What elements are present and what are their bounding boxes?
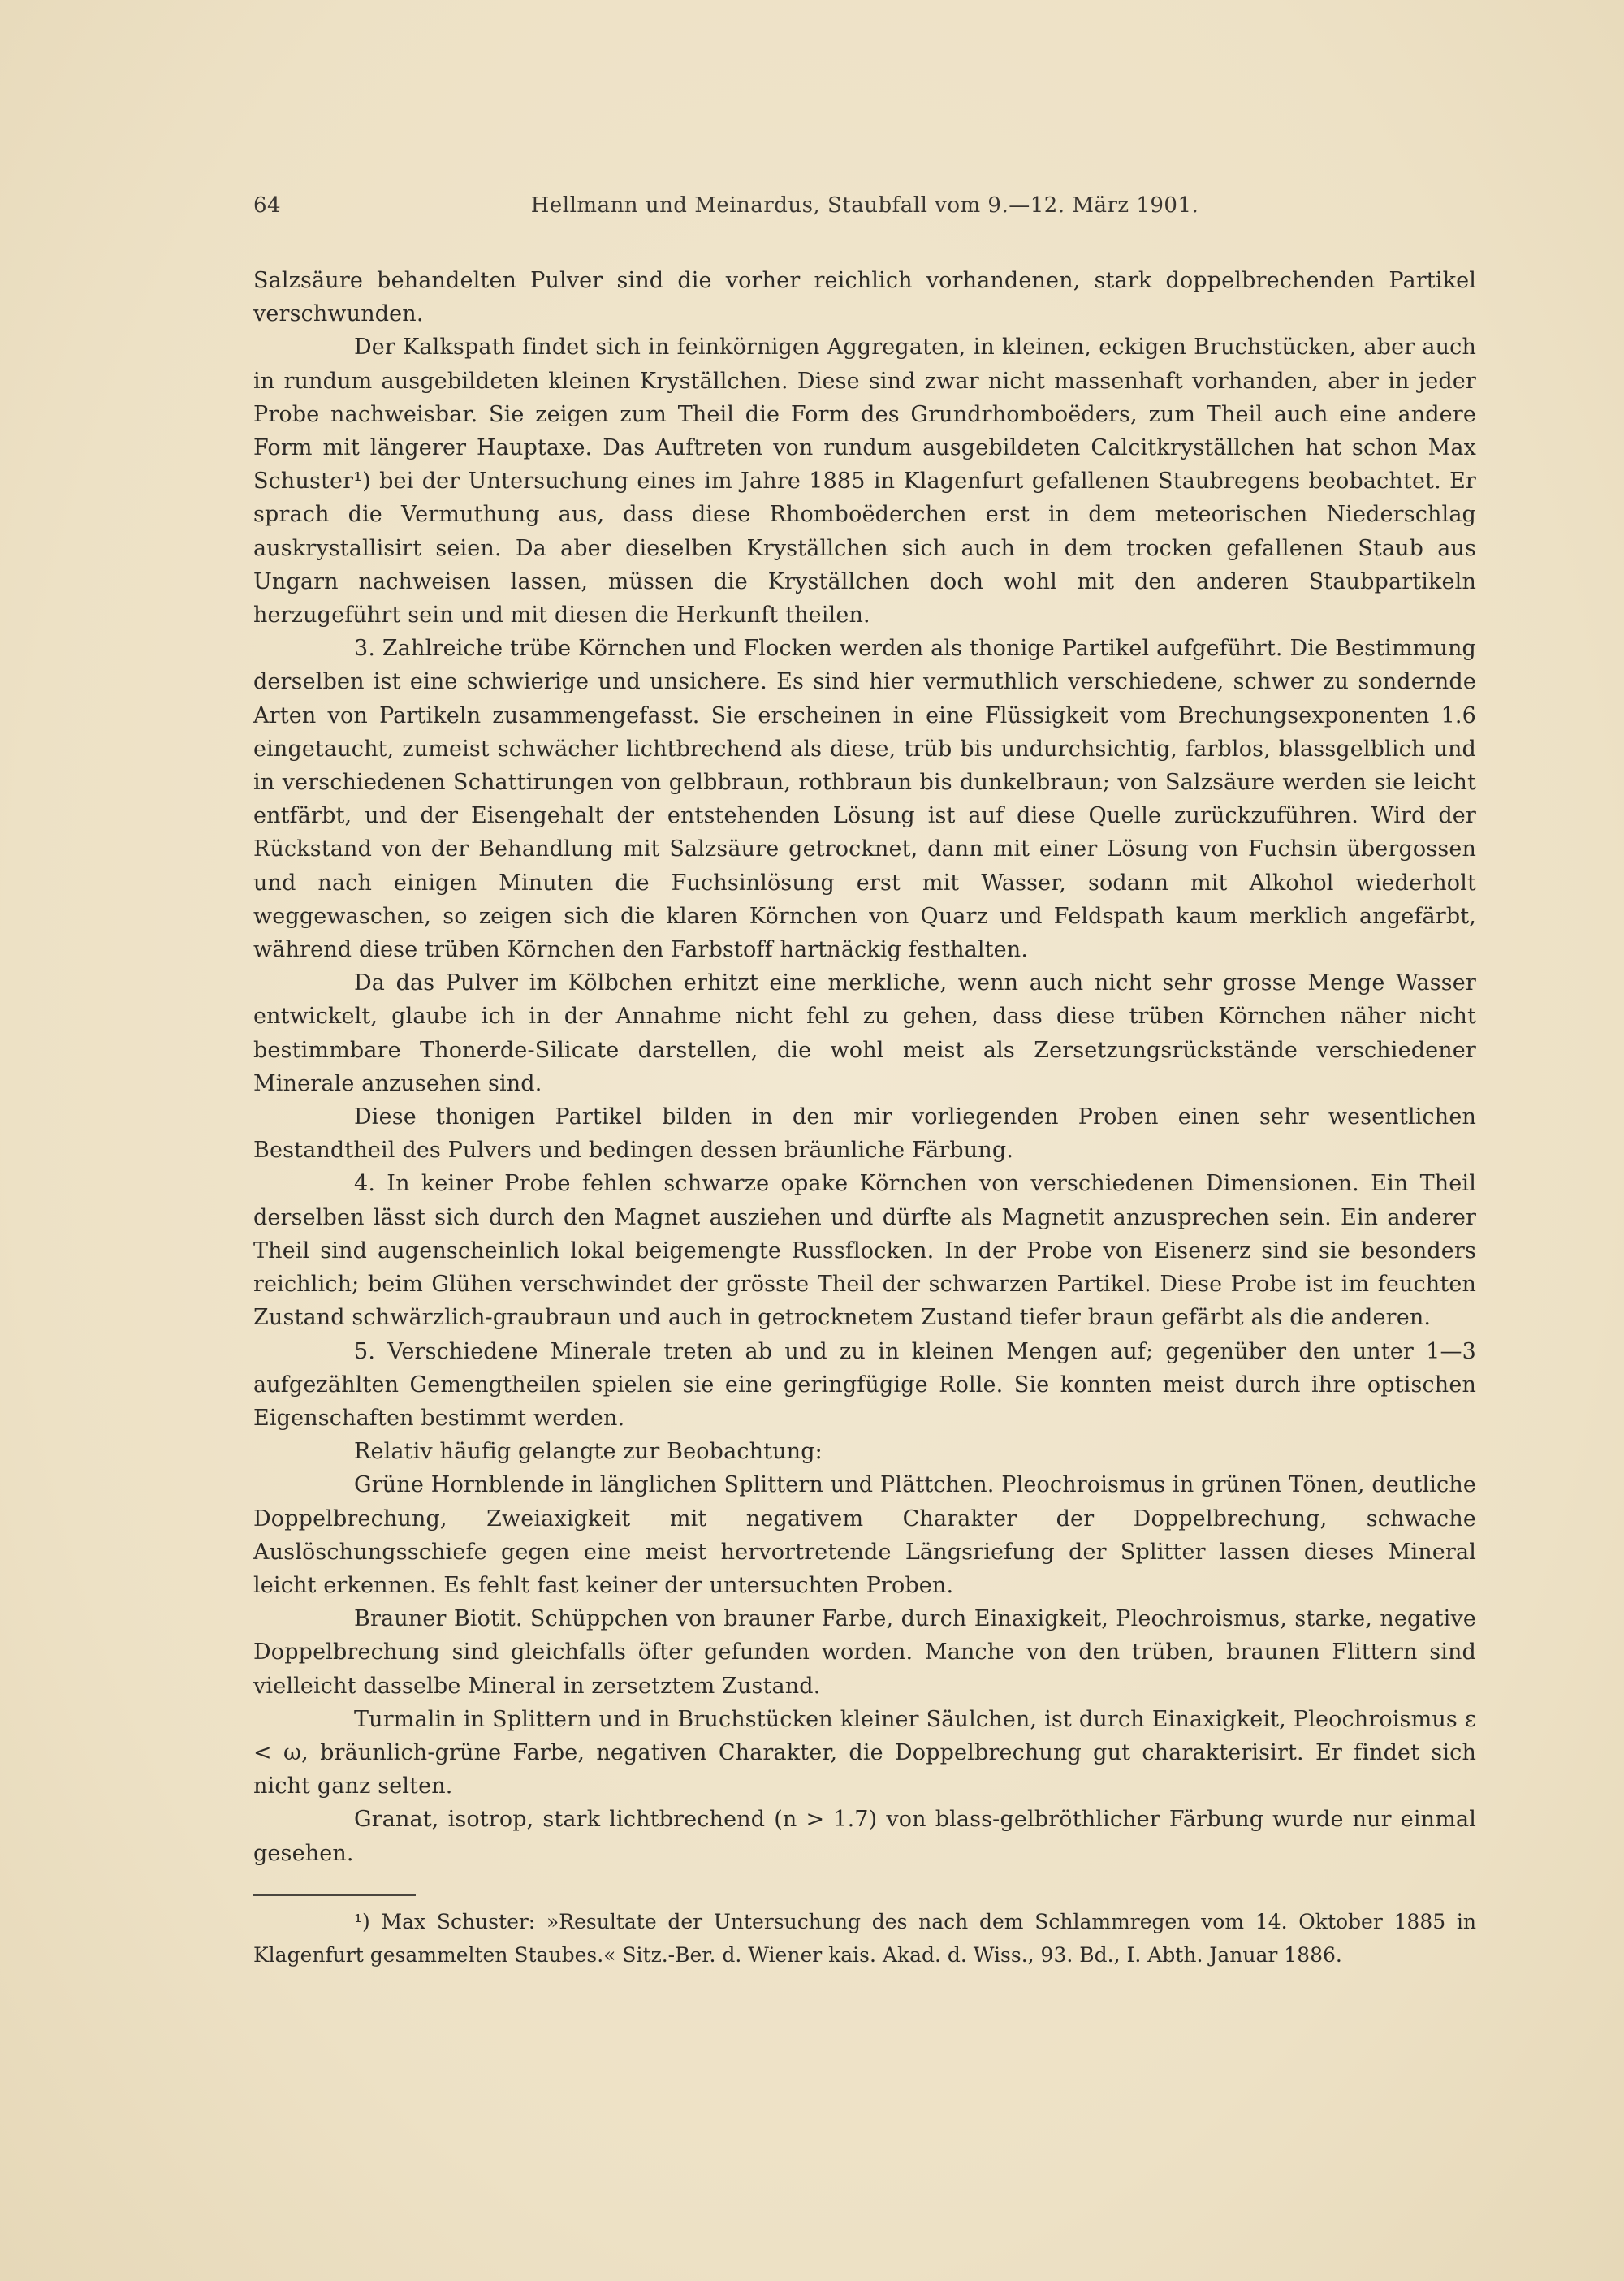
paragraph: Diese thonigen Partikel bilden in den mir vorliegenden Proben einen sehr wesentlichen Bestandtheil des Pulvers und bedingen dessen bräunliche Färbung. [253, 1104, 1476, 1164]
paragraph: Granat, isotrop, stark lichtbrechend (n > 1.7) von blass-gelbröthlicher Färbung wurde nur einmal gesehen. [253, 1807, 1476, 1866]
paragraph: Da das Pulver im Kölbchen erhitzt eine merkliche, wenn auch nicht sehr grosse Menge Wasser entwickelt, glaube ich in der Annahme nicht fehl zu gehen, dass diese trüben Körnchen näher nicht bestimmbare Thonerde-Silicate darstellen, die wohl meist als Zersetzungsrückstände verschiedener Minerale anzusehen sind. [253, 970, 1476, 1096]
paragraph: 5. Verschiedene Minerale treten ab und zu in kleinen Mengen auf; gegenüber den unter 1—3 aufgezählten Gemengtheilen spielen sie eine geringfügige Rolle. Sie konnten meist durch ihre optischen Eigenschaften bestimmt werden. [253, 1338, 1476, 1431]
paragraph: Brauner Biotit. Schüppchen von brauner Farbe, durch Einaxigkeit, Pleochroismus, starke, negative Doppelbrechung sind gleichfalls öfter gefunden worden. Manche von den trüben, braunen Flittern sind vielleicht dasselbe Mineral in zersetztem Zustand. [253, 1606, 1476, 1699]
paragraph: Turmalin in Splittern und in Bruchstücken kleiner Säulchen, ist durch Einaxigkeit, Pleochroismus ε < ω, bräunlich-grüne Farbe, negativen Charakter, die Doppelbrechung gut charakterisirt. Er findet sich nicht ganz selten. [253, 1706, 1476, 1799]
paragraph: Salzsäure behandelten Pulver sind die vorher reichlich vorhandenen, stark doppelbrechenden Partikel verschwunden. [253, 268, 1476, 327]
footnote-text: ¹) Max Schuster: »Resultate der Untersuchung des nach dem Schlammregen vom 14. Oktober 1885 in Klagenfurt gesammelten Staubes.« Sitz.-Ber. d. Wiener kais. Akad. d. Wiss., 93. Bd., I. Abth. Januar 1886. [253, 1910, 1476, 1967]
paragraph: 4. In keiner Probe fehlen schwarze opake Körnchen von verschiedenen Dimensionen. Ein Theil derselben lässt sich durch den Magnet ausziehen und dürfte als Magnetit anzusprechen sein. Ein anderer Theil sind augenscheinlich lokal beigemengte Russflocken. In der Probe von Eisenerz sind sie besonders reichlich; beim Glühen verschwindet der grösste Theil der schwarzen Partikel. Diese Probe ist im feuchten Zustand schwärzlich-graubraun und auch in getrocknetem Zustand tiefer braun gefärbt als die anderen. [253, 1171, 1476, 1331]
page-header [253, 193, 1476, 226]
body-text [253, 264, 1476, 1870]
running-head: Hellmann und Meinardus, Staubfall vom 9.—12. März 1901. [530, 193, 1199, 218]
paragraph: Der Kalkspath findet sich in feinkörnigen Aggregaten, in kleinen, eckigen Bruchstücken, aber auch in rundum ausgebildeten kleinen Kryställchen. Diese sind zwar nicht massenhaft vorhanden, aber in jeder Probe nachweisbar. Sie zeigen zum Theil die Form des Grundrhomboëders, zum Theil auch eine andere Form mit längerer Hauptaxe. Das Auftreten von rundum ausgebildeten Calcitkryställchen hat schon Max Schuster¹) bei der Untersuchung eines im Jahre 1885 in Klagenfurt gefallenen Staubregens beobachtet. Er sprach die Vermuthung aus, dass diese Rhomboëderchen erst in dem meteorischen Niederschlag auskrystallisirt seien. Da aber dieselben Kryställchen sich auch in dem trocken gefallenen Staub aus Ungarn nachweisen lassen, müssen die Kryställchen doch wohl mit den anderen Staubpartikeln herzugeführt sein und mit diesen die Herkunft theilen. [253, 335, 1476, 629]
page-number: 64 [253, 193, 282, 218]
paragraph: Relativ häufig gelangte zur Beobachtung: [354, 1439, 823, 1465]
paragraph: Grüne Hornblende in länglichen Splittern und Plättchen. Pleochroismus in grünen Tönen, deutliche Doppelbrechung, Zweiaxigkeit mit negativem Charakter der Doppelbrechung, schwache Auslöschungsschiefe gegen eine meist hervortretende Längsriefung der Splitter lassen dieses Mineral leicht erkennen. Es fehlt fast keiner der untersuchten Proben. [253, 1472, 1476, 1598]
footnote-divider [253, 1894, 416, 1896]
footnote [253, 1905, 1476, 1972]
paragraph: 3. Zahlreiche trübe Körnchen und Flocken werden als thonige Partikel aufgeführt. Die Bestimmung derselben ist eine schwierige und unsichere. Es sind hier vermuthlich verschiedene, schwer zu sondernde Arten von Partikeln zusammengefasst. Sie erscheinen in eine Flüssigkeit vom Brechungsexponenten 1.6 eingetaucht, zumeist schwächer lichtbrechend als diese, trüb bis undurchsichtig, farblos, blassgelblich und in verschiedenen Schattirungen von gelbbraun, rothbraun bis dunkelbraun; von Salzsäure werden sie leicht entfärbt, und der Eisengehalt der entstehenden Lösung ist auf diese Quelle zurückzuführen. Wird der Rückstand von der Behandlung mit Salzsäure getrocknet, dann mit einer Lösung von Fuchsin übergossen und nach einigen Minuten die Fuchsinlösung erst mit Wasser, sodann mit Alkohol wiederholt weggewaschen, so zeigen sich die klaren Körnchen von Quarz und Feldspath kaum merklich angefärbt, während diese trüben Körnchen den Farbstoff hartnäckig festhalten. [253, 636, 1476, 963]
